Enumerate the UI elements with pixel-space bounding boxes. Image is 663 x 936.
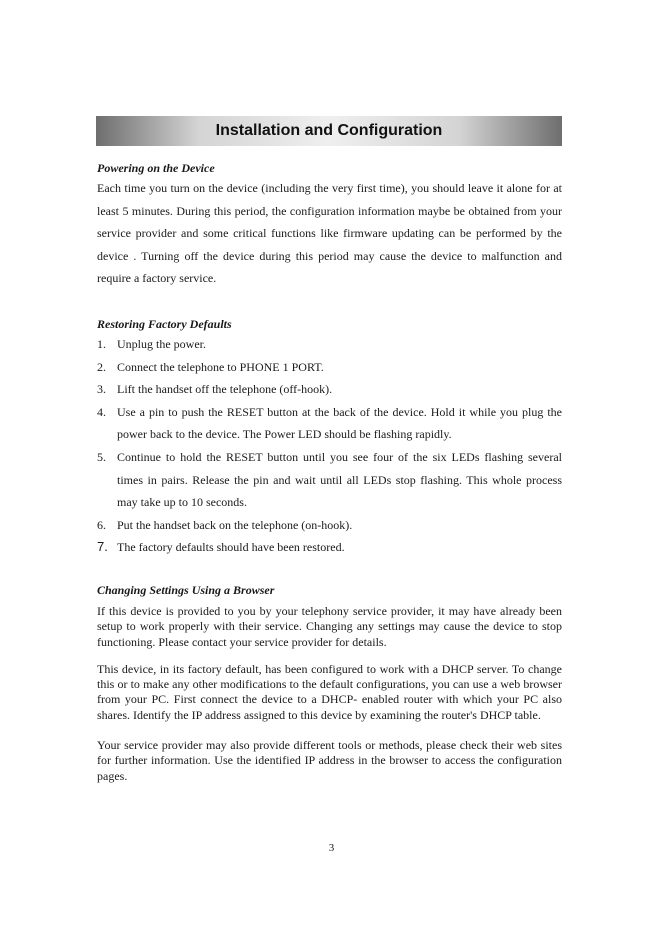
step-text: Continue to hold the RESET button until you see four of the six LEDs flashing several times in pairs. Release the pin and wait until all LEDs stop flashing. This whole process may take up to 10 seconds. [117, 449, 562, 510]
step-number: 3. [97, 382, 106, 397]
step-number: 1. [97, 337, 106, 351]
restore-steps-list [97, 333, 562, 559]
browser-section [97, 581, 562, 784]
step-text: Connect the telephone to PHONE 1 PORT. [117, 359, 324, 374]
list-item [97, 378, 562, 401]
step-text: Unplug the power. [117, 337, 206, 351]
step-number: 2. [97, 359, 106, 374]
step-number: 5. [97, 449, 106, 464]
section-banner [96, 116, 562, 146]
step-text: The factory defaults should have been restored. [117, 540, 345, 555]
browser-paragraph-3: Your service provider may also provide different tools or methods, please check their web sites for further information. Use the identified IP address in the browser to access the configuration pages. [97, 738, 562, 783]
page-title: Installation and Configuration [215, 122, 443, 139]
browser-heading: Changing Settings Using a Browser [97, 583, 275, 597]
page-number: 3 [328, 842, 335, 854]
restoring-heading: Restoring Factory Defaults [97, 317, 232, 331]
browser-paragraph-1: If this device is provided to you by your telephony service provider, it may have already been setup to work properly with their service. Changing any settings may cause the device to stop functioning. Please contact your service provider for details. [97, 604, 562, 649]
step-number: 6. [97, 517, 106, 532]
list-item [97, 446, 562, 514]
step-text: Lift the handset off the telephone (off-hook). [117, 382, 333, 397]
restoring-section [97, 315, 562, 559]
step-number: 7. [97, 539, 108, 555]
list-item [97, 536, 562, 559]
powering-section [97, 159, 562, 290]
powering-heading: Powering on the Device [97, 161, 215, 175]
list-item [97, 401, 562, 446]
powering-body: Each time you turn on the device (including the very first time), you should leave it alone for at least 5 minutes. During this period, the configuration information maybe be obtained from your service provider and some critical functions like firmware updating can be performed by the device . Turning off the device during this period may cause the device to malfunction and require a factory service. [97, 181, 562, 286]
step-number: 4. [97, 404, 106, 419]
step-text: Use a pin to push the RESET button at the back of the device. Hold it while you plug the power back to the device. The Power LED should be flashing rapidly. [117, 404, 562, 442]
list-item [97, 514, 562, 537]
browser-paragraph-2: This device, in its factory default, has been configured to work with a DHCP server. To change this or to make any other modifications to the default configurations, you can use a web browser from your PC. First connect the device to a DHCP- enabled router with which your PC also shares. Identify the IP address assigned to this device by examining the router's DHCP table. [97, 661, 562, 722]
step-text: Put the handset back on the telephone (on-hook). [117, 517, 353, 532]
list-item [97, 333, 562, 356]
list-item [97, 356, 562, 379]
